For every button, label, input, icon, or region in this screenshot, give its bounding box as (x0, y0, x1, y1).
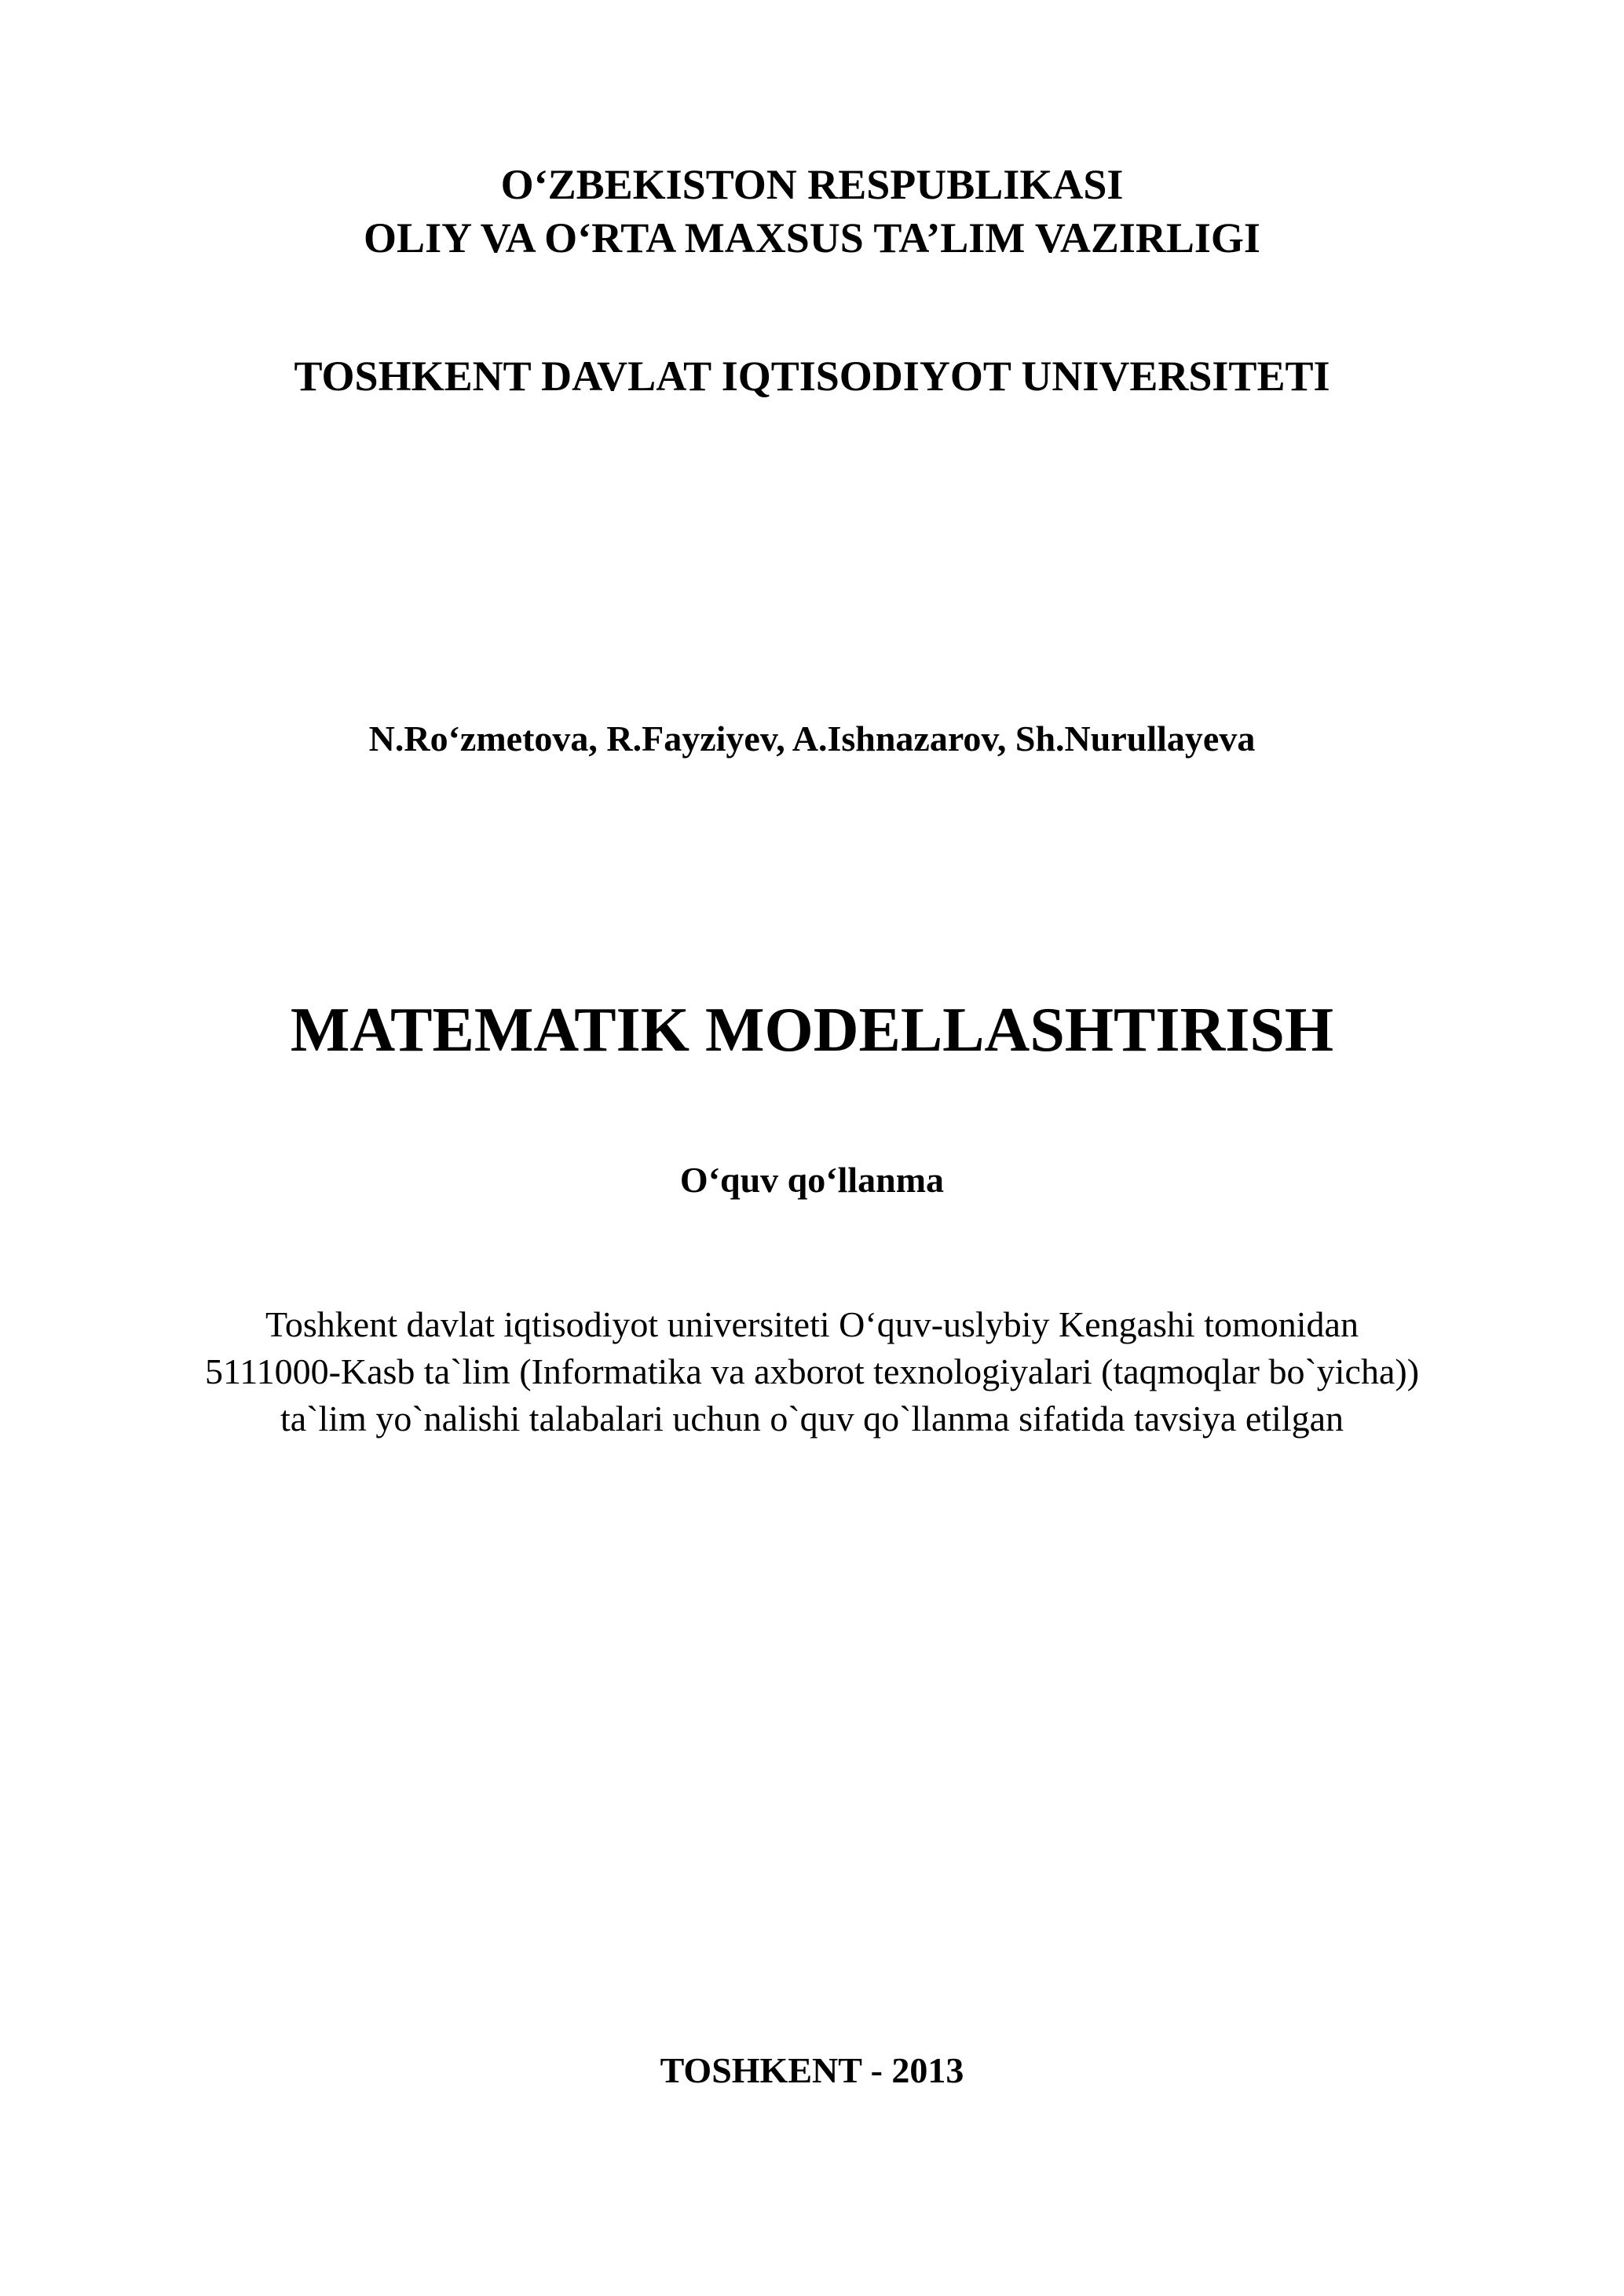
approval-line-3: ta`lim yo`nalishi talabalari uchun o`quv qo`llanma sifatida tavsiya etilgan (280, 1398, 1344, 1439)
authors: N.Ro‘zmetova, R.Fayziyev, A.Ishnazarov, Sh.Nurullayeva (368, 718, 1256, 759)
approval-line-2: 5111000-Kasb ta`lim (Informatika va axborot texnologiyalari (taqmoqlar bo`yicha)) (204, 1351, 1420, 1391)
book-title: MATEMATIK MODELLASHTIRISH (290, 996, 1334, 1065)
place-year: TOSHKENT - 2013 (660, 2050, 964, 2090)
ministry-line-1: O‘ZBEKISTON RESPUBLIKASI (500, 161, 1124, 208)
book-subtitle: O‘quv qo‘llanma (679, 1160, 945, 1200)
approval-line-1: Toshkent davlat iqtisodiyot universiteti O‘quv-uslybiy Kengashi tomonidan (265, 1304, 1359, 1344)
ministry-line-2: OLIY VA O‘RTA MAXSUS TA’LIM VAZIRLIGI (364, 214, 1260, 261)
university-name: TOSHKENT DAVLAT IQTISODIYOT UNIVERSITETI (294, 353, 1330, 400)
